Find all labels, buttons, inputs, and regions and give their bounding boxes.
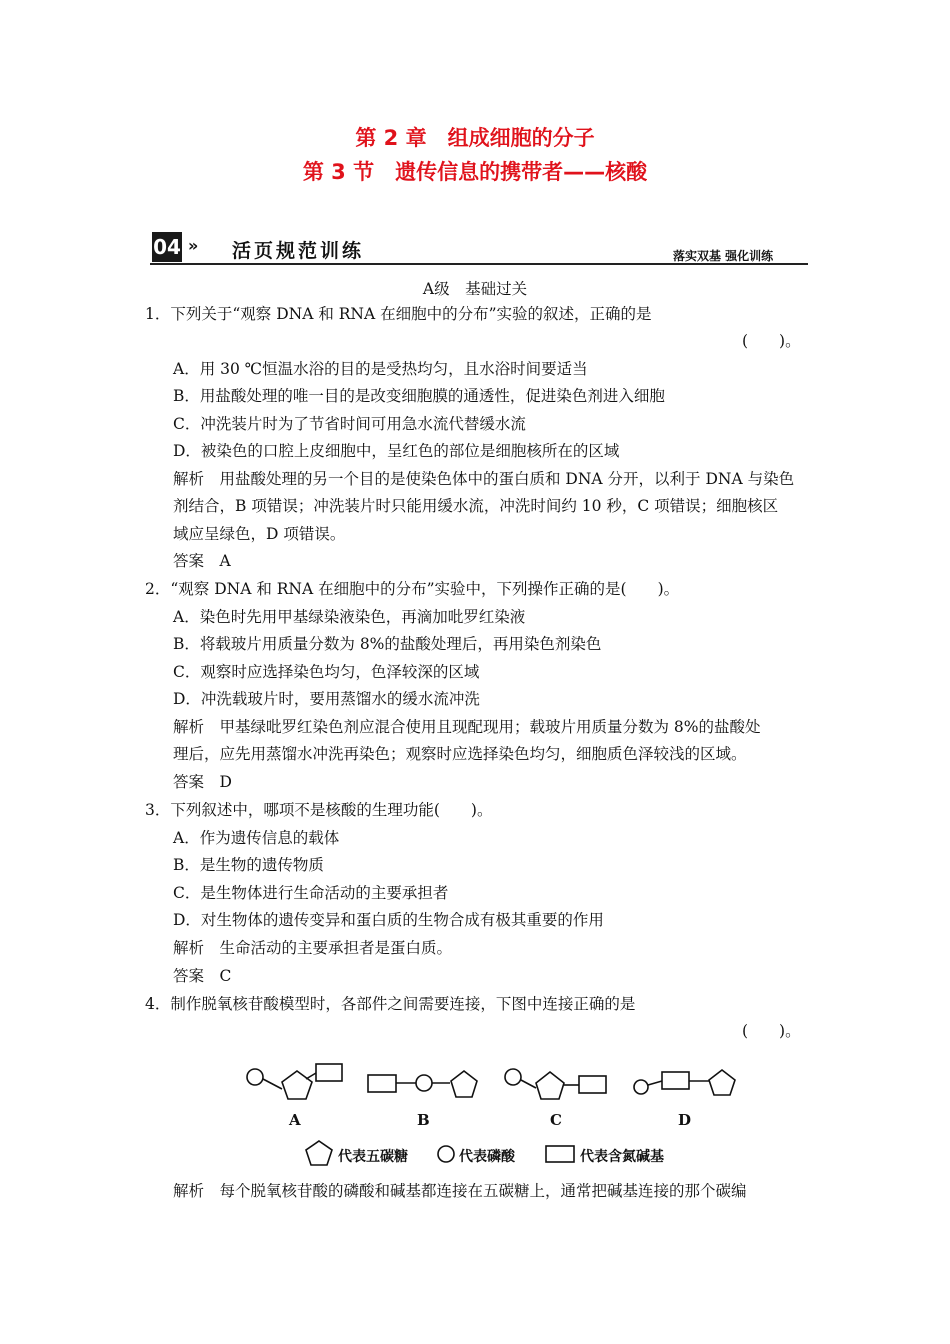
level-heading: A级 基础过关 [422,280,528,298]
q2-option-d: D．冲洗载玻片时，要用蒸馏水的缓水流冲洗 [173,690,480,708]
q1-option-a: A．用 30 ℃恒温水浴的目的是受热均匀，且水浴时间要适当 [173,360,588,378]
legend-pentose-label: 代表五碳糖 [338,1149,408,1165]
q3-analysis-line: 解析 生命活动的主要承担者是蛋白质。 [173,939,453,957]
model-d [634,1070,735,1095]
q1-analysis-line: 域应呈绿色，D 项错误。 [173,525,346,543]
figure-label-c: C [550,1111,562,1129]
q2-analysis-line: 理后，应先用蒸馏水冲洗再染色；观察时应选择染色均匀，细胞质色泽较浅的区域。 [173,745,747,763]
base-rectangle [579,1076,606,1093]
q1-answer-blank: ( )。 [742,332,801,350]
q1-option-c: C．冲洗装片时为了节省时间可用急水流代替缓水流 [173,415,526,433]
figure-label-a: A [289,1111,301,1129]
q3-option-b: B．是生物的遗传物质 [173,856,324,874]
phosphate-circle [416,1075,432,1091]
q3-option-c: C．是生物体进行生命活动的主要承担者 [173,884,449,902]
model-a [247,1064,342,1099]
banner-subtitle: 落实双基 强化训练 [673,249,774,263]
q1-analysis-line: 剂结合，B 项错误；冲洗装片时只能用缓水流，冲洗时间约 10 秒，C 项错误；细胞核区 [173,497,779,515]
q3-option-d: D．对生物体的遗传变异和蛋白质的生物合成有极其重要的作用 [173,911,604,929]
phosphate-circle [505,1069,521,1085]
legend-base-label: 代表含氮碱基 [580,1149,664,1165]
base-rectangle [368,1075,396,1092]
q3-stem: 3．下列叙述中，哪项不是核酸的生理功能( )。 [145,801,493,819]
q2-analysis-line: 解析 甲基绿吡罗红染色剂应混合使用且现配现用；载玻片用质量分数为 8%的盐酸处 [173,718,761,736]
model-c [505,1069,606,1099]
q1-answer: 答案 A [173,552,231,570]
phosphate-legend-icon [438,1146,454,1162]
nucleotide-figure [230,1055,770,1170]
section-number-badge: 04 [152,232,182,262]
chevron-icon: » [188,236,199,255]
q2-answer: 答案 D [173,773,232,791]
phosphate-circle [247,1069,263,1085]
legend-phosphate-label: 代表磷酸 [459,1149,515,1165]
q4-stem: 4．制作脱氧核苷酸模型时，各部件之间需要连接，下图中连接正确的是 [145,995,636,1013]
pentose-pentagon [282,1071,312,1099]
phosphate-circle [634,1080,648,1094]
chapter-title: 第 2 章 组成细胞的分子 [355,126,595,150]
q3-option-a: A．作为遗传信息的载体 [173,829,340,847]
pentose-legend-icon [306,1141,332,1165]
base-rectangle [662,1072,689,1089]
q2-option-b: B．将载玻片用质量分数为 8%的盐酸处理后，再用染色剂染色 [173,635,602,653]
q1-analysis-line: 解析 用盐酸处理的另一个目的是使染色体中的蛋白质和 DNA 分开，以利于 DNA 与染色 [173,470,795,488]
q1-option-b: B．用盐酸处理的唯一目的是改变细胞膜的通透性，促进染色剂进入细胞 [173,387,665,405]
q4-analysis-line: 解析 每个脱氧核苷酸的磷酸和碱基都连接在五碳糖上，通常把碱基连接的那个碳编 [173,1182,747,1200]
base-rectangle [316,1064,342,1081]
q2-option-a: A．染色时先用甲基绿染液染色，再滴加吡罗红染液 [173,608,526,626]
q3-answer: 答案 C [173,967,232,985]
model-b [368,1071,477,1097]
banner-divider [150,263,808,265]
pentose-pentagon [451,1071,477,1097]
base-legend-icon [546,1146,574,1162]
q4-answer-blank: ( )。 [742,1022,801,1040]
pentose-pentagon [536,1072,564,1099]
q1-stem: 1．下列关于“观察 DNA 和 RNA 在细胞中的分布”实验的叙述，正确的是 [145,305,652,323]
pentose-pentagon [709,1070,735,1095]
figure-label-b: B [417,1111,430,1129]
q2-option-c: C．观察时应选择染色均匀，色泽较深的区域 [173,663,480,681]
q1-option-d: D．被染色的口腔上皮细胞中，呈红色的部位是细胞核所在的区域 [173,442,620,460]
q2-stem: 2．“观察 DNA 和 RNA 在细胞中的分布”实验中，下列操作正确的是( )。 [145,580,680,598]
figure-label-d: D [678,1111,692,1129]
banner-title: 活页规范训练 [232,240,365,262]
section-title: 第 3 节 遗传信息的携带者——核酸 [302,160,648,184]
